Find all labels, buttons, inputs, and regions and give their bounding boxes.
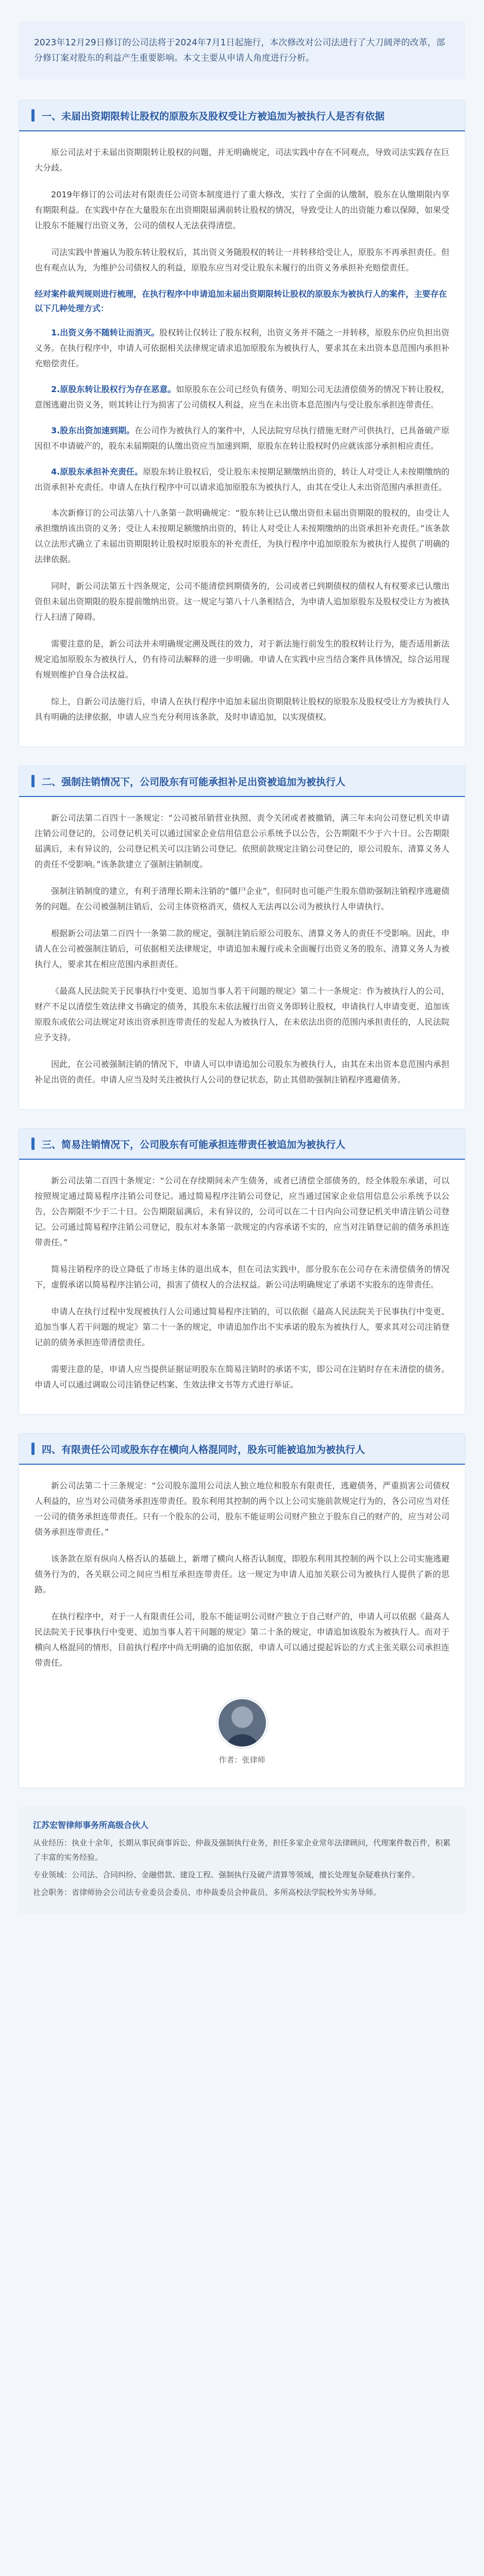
section-3-header <box>19 1129 465 1160</box>
section-1-title: 一、未届出资期限转让股权的原股东及股权受让方被追加为被执行人是否有依据 <box>42 110 385 122</box>
item-label: 4.原股东承担补充责任。 <box>51 467 143 477</box>
paragraph: 2019年修订的公司法对有限责任公司资本制度进行了重大修改，实行了全面的认缴制，股东在认缴期限内享有期限利益。在实践中存在大量股东在出资期限届满前转让股权的情况，导致受让人的出资能力难以保障，如果受让股东不能履行出资义务，公司的债权人无法获得清偿。 <box>35 190 449 230</box>
paragraph: 强制注销制度的建立，有利于清理长期未注销的“僵尸企业”，但同时也可能产生股东借助强制注销程序逃避债务的问题。在公司被强制注销后，公司主体资格消灭，债权人无法再以公司为被执行人申请执行。 <box>35 886 449 911</box>
section-1-body <box>19 131 465 747</box>
section-2-title: 二、强制注销情况下，公司股东有可能承担补足出资被追加为被执行人 <box>42 776 346 788</box>
bio-line: 专业领域：公司法、合同纠纷、金融借款、建设工程、强制执行及破产清算等领域，擅长处理复杂疑难执行案件。 <box>33 1870 420 1879</box>
section-1 <box>19 100 465 747</box>
list-item <box>35 325 449 371</box>
bio-line: 从业经历：执业十余年，长期从事民商事诉讼、仲裁及强制执行业务，担任多家企业常年法律顾问，代理案件数百件，积累了丰富的实务经验。 <box>33 1838 451 1862</box>
list-item <box>35 423 449 454</box>
section-marker <box>31 109 35 122</box>
section-4 <box>19 1433 465 1788</box>
paragraph: 新公司法第二十三条规定：“公司股东滥用公司法人独立地位和股东有限责任，逃避债务，严重损害公司债权人利益的，应当对公司债务承担连带责任。股东利用其控制的两个以上公司实施前款规定行为的，各公司应当对任一公司的债务承担连带责任。只有一个股东的公司，股东不能证明公司财产独立于股东自己的财产的，应当对公司债务承担连带责任。” <box>35 1481 449 1537</box>
section-2-body <box>19 797 465 1109</box>
item-text: 股权转让仅转让了股东权利，出资义务并不随之一并转移，原股东仍应负担出资义务。在执行程序中，申请人可依据相关法律规定请求追加原股东为被执行人，要求其在未出资本息范围内承担补充赔偿责任。 <box>35 328 449 368</box>
section-1-header <box>19 100 465 131</box>
item-label: 1.出资义务不随转让而消灭。 <box>51 328 160 337</box>
section-3 <box>19 1128 465 1415</box>
section-marker <box>31 1443 35 1455</box>
item-text: 在公司作为被执行人的案件中，人民法院穷尽执行措施无财产可供执行，已具备破产原因但不申请破产的，股东未届期限的认缴出资应当加速到期，原股东在转让股权时仍应就该部分承担相应责任。 <box>35 426 449 451</box>
paragraph: 新公司法第二百四十条规定：“公司在存续期间未产生债务，或者已清偿全部债务的，经全体股东承诺，可以按照规定通过简易程序注销公司登记。通过简易程序注销公司登记，应当通过国家企业信用信息公示系统予以公告，公告期限不少于二十日。公告期限届满后，未有异议的，公司可以在二十日内向公司登记机关申请注销公司登记。公司通过简易程序注销公司登记，股东对本条第一款规定的内容承诺不实的，应当对注销登记前的债务承担连带责任。” <box>35 1176 449 1247</box>
paragraph: 需要注意的是，申请人应当提供证据证明股东在简易注销时的承诺不实，即公司在注销时存在未清偿的债务。申请人可以通过调取公司注销登记档案、生效法律文书等方式进行举证。 <box>35 1364 449 1389</box>
section-4-header <box>19 1434 465 1465</box>
section-3-body <box>19 1160 465 1414</box>
paragraph: 根据新公司法第二百四十一条第二款的规定，强制注销后原公司股东、清算义务人的责任不受影响。因此，申请人在公司被强制注销后，可依据相关法律规定，申请追加未履行或未全面履行出资义务的股东、清算义务人为被执行人，要求其在相应范围内承担责任。 <box>35 928 449 969</box>
author-firm-line: 江苏宏智律师事务所高级合伙人 <box>33 1820 149 1830</box>
item-label: 2.原股东转让股权行为存在恶意。 <box>51 384 176 394</box>
list-item <box>35 464 449 495</box>
paragraph: 同时，新公司法第五十四条规定，公司不能清偿到期债务的，公司或者已到期债权的债权人有权要求已认缴出资但未届出资期限的股东提前缴纳出资。这一规定与第八十八条相结合，为申请人追加原股东及股权受让方为被执行人扫清了障碍。 <box>35 581 449 622</box>
bio-line: 社会职务：省律师协会公司法专业委员会委员、市仲裁委员会仲裁员、多所高校法学院校外实务导师。 <box>33 1888 381 1897</box>
paragraph: 《最高人民法院关于民事执行中变更、追加当事人若干问题的规定》第二十一条规定：作为被执行人的公司，财产不足以清偿生效法律文书确定的债务，其股东未依法履行出资义务即转让股权，申请执行人申请变更、追加该原股东或依公司法规定对该出资承担连带责任的发起人为被执行人，在未依法出资的范围内承担责任的，人民法院应予支持。 <box>35 986 449 1042</box>
author-caption: 作者：张律师 <box>219 1755 265 1765</box>
section-4-body <box>19 1465 465 1788</box>
author-block <box>35 1682 449 1777</box>
section-3-title: 三、简易注销情况下，公司股东有可能承担连带责任被追加为被执行人 <box>42 1139 346 1150</box>
paragraph: 原公司法对于未届出资期限转让股权的问题，并无明确规定，司法实践中存在不同观点，导致司法实践存在巨大分歧。 <box>35 147 449 173</box>
section-4-title: 四、有限责任公司或股东存在横向人格混同时，股东可能被追加为被执行人 <box>42 1444 365 1455</box>
paragraph: 司法实践中普遍认为股东转让股权后，其出资义务随股权的转让一并转移给受让人，原股东不再承担责任。但也有观点认为，为维护公司债权人的利益，原股东应当对受让股东未履行的出资义务承担补充赔偿责任。 <box>35 247 449 273</box>
item-text: 原股东转让股权后，受让股东未按期足额缴纳出资的，转让人对受让人未按期缴纳的出资承担补充责任。申请人在执行程序中可以请求追加原股东为被执行人，由其在受让人未出资范围内承担责任。 <box>35 467 449 492</box>
author-bio <box>19 1807 465 1914</box>
paragraph: 申请人在执行过程中发现被执行人公司通过简易程序注销的，可以依据《最高人民法院关于民事执行中变更、追加当事人若干问题的规定》第二十一条的规定，申请追加作出不实承诺的股东为被执行人，要求其对公司注销登记前的债务承担连带清偿责任。 <box>35 1307 449 1347</box>
sub-title: 经对案件裁判规则进行梳理，在执行程序中申请追加未届出资期限转让股权的原股东为被执行人的案件，主要存在以下几种处理方式： <box>35 289 447 313</box>
paragraph: 该条款在原有纵向人格否认的基础上，新增了横向人格否认制度，即股东利用其控制的两个以上公司实施逃避债务行为的，各关联公司之间应当相互承担连带责任。这一规定为申请人追加关联公司为被执行人提供了新的思路。 <box>35 1554 449 1595</box>
section-marker <box>31 1138 35 1150</box>
paragraph: 新公司法第二百四十一条规定：“公司被吊销营业执照、责令关闭或者被撤销，满三年未向公司登记机关申请注销公司登记的，公司登记机关可以通过国家企业信用信息公示系统予以公告，公告期限不少于六十日。公告期限届满后，未有异议的，公司登记机关可以注销公司登记。依照前款规定注销公司登记的，原公司股东、清算义务人的责任不受影响。”该条款建立了强制注销制度。 <box>35 813 449 869</box>
intro-box: 2023年12月29日修订的公司法将于2024年7月1日起施行，本次修改对公司法进行了大刀阔斧的改革，部分修订案对股东的利益产生重要影响。本文主要从申请人角度进行分析。 <box>19 22 465 79</box>
paragraph: 因此，在公司被强制注销的情况下，申请人可以申请追加公司股东为被执行人，由其在未出资本息范围内承担补足出资的责任。申请人应当及时关注被执行人公司的登记状态，防止其借助强制注销程序逃避债务。 <box>35 1059 449 1084</box>
item-text: 如原股东在公司已经负有债务、明知公司无法清偿债务的情况下转让股权，意图逃避出资义务，则其转让行为损害了公司债权人利益，应当在未出资本息范围内与受让股东承担连带责任。 <box>35 384 449 410</box>
section-2-header <box>19 766 465 797</box>
paragraph: 本次新修订的公司法第八十八条第一款明确规定：“股东转让已认缴出资但未届出资期限的股权的，由受让人承担缴纳该出资的义务；受让人未按期足额缴纳出资的，转让人对受让人未按期缴纳的出资承担补充责任。”该条款以立法形式确立了未届出资期限转让股权时原股东的补充责任，为执行程序中追加原股东为被执行人提供了明确的法律依据。 <box>35 508 449 564</box>
paragraph: 简易注销程序的设立降低了市场主体的退出成本，但在司法实践中，部分股东在公司存在未清偿债务的情况下，虚假承诺以简易程序注销公司，损害了债权人的合法权益。新公司法明确规定了承诺不实股东的连带责任。 <box>35 1264 449 1290</box>
section-marker <box>31 775 35 787</box>
paragraph: 综上，自新公司法施行后，申请人在执行程序中追加未届出资期限转让股权的原股东及股权受让方为被执行人具有明确的法律依据，申请人应当充分利用该条款，及时申请追加，以实现债权。 <box>35 697 449 722</box>
section-2 <box>19 766 465 1110</box>
list-item <box>35 382 449 413</box>
item-label: 3.股东出资加速到期。 <box>51 426 135 435</box>
author-avatar <box>217 1698 268 1748</box>
paragraph: 需要注意的是，新公司法并未明确规定溯及既往的效力，对于新法施行前发生的股权转让行为，能否适用新法规定追加原股东为被执行人，仍有待司法解释的进一步明确。申请人在实践中应当结合案件具体情况，综合运用现有规则维护自身合法权益。 <box>35 639 449 680</box>
paragraph: 在执行程序中，对于一人有限责任公司，股东不能证明公司财产独立于自己财产的，申请人可以依据《最高人民法院关于民事执行中变更、追加当事人若干问题的规定》第二十条的规定，申请追加该股东为被执行人。而对于横向人格混同的情形，目前执行程序中尚无明确的追加依据，申请人可以通过提起诉讼的方式主张关联公司承担连带责任。 <box>35 1612 449 1668</box>
